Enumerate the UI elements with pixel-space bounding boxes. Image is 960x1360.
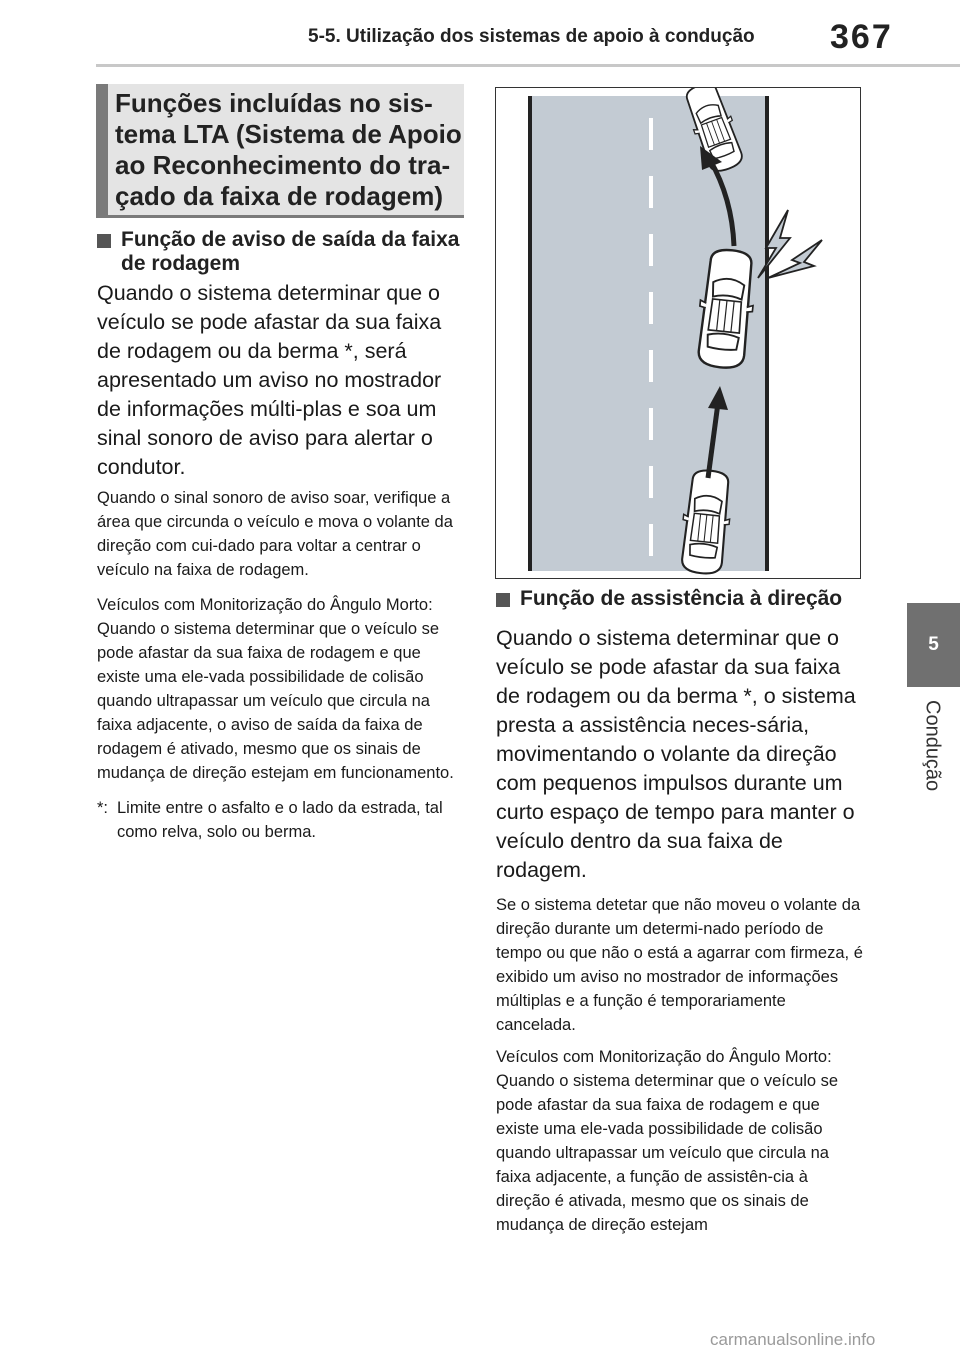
intro-paragraph: Quando o sistema determinar que o veículo se pode afastar da sua faixa de rodagem ou da berma *, o sistema presta a assistência neces-sária, movimentando o volante da direção com pequenos impulsos durante um curto espaço de tempo para manter o veículo dentro da sua faixa de rodagem. <box>496 626 856 882</box>
footnote <box>97 796 465 844</box>
header-rule <box>96 64 960 67</box>
paragraph: Quando o sinal sonoro de aviso soar, verifique a área que circunda o veículo e mova o volante da direção com cui-dado para voltar a centrar o veículo na faixa de rodagem. <box>97 489 453 579</box>
footnote-text: Limite entre o asfalto e o lado da estrada, tal como relva, solo ou berma. <box>117 799 443 841</box>
footnote-mark: *: <box>97 799 109 817</box>
chapter-number: 5 <box>928 634 939 655</box>
right-column <box>496 587 866 1237</box>
paragraph: Veículos com Monitorização do Ângulo Morto: Quando o sistema determinar que o veículo se pode afastar da sua faixa de rodagem e que existe uma ele-vada possibilidade de colisão quando ultrapassar um veículo que circula na faixa adjacente, a função de assistên-cia à direção é ativada, mesmo que os sinais de mudança de direção estejam <box>496 1048 839 1234</box>
subheading-text: Função de aviso de saída da faixa de rodagem <box>121 228 460 275</box>
paragraph: Se o sistema detetar que não moveu o volante da direção durante um determi-nado período de tempo ou que não o está a agarrar com firmeza, é exibido um aviso no mostrador de informações múltiplas e a função é temporariamente cancelada. <box>496 896 863 1034</box>
intro-paragraph: Quando o sistema determinar que o veículo se pode afastar da sua faixa de rodagem ou da berma *, será apresentado um aviso no mostrador de informações múlti-plas e soa um sinal sonoro de aviso para alertar o condutor. <box>97 281 442 479</box>
subheading-lane-departure <box>97 228 465 276</box>
subheading-text: Função de assistência à direção <box>520 587 843 610</box>
chapter-tab[interactable] <box>907 603 960 687</box>
square-bullet-icon <box>496 593 510 607</box>
subheading-steering-assist <box>496 587 866 611</box>
section-heading: Funções incluídas no sis- tema LTA (Sistema de Apoio ao Reconhecimento do tra- çado da faixa de rodagem) <box>115 88 462 211</box>
lane-illustration <box>495 87 861 579</box>
section-heading-box <box>96 84 464 218</box>
running-header: 5-5. Utilização dos sistemas de apoio à condução <box>308 26 755 47</box>
chapter-label: Condução <box>921 700 944 792</box>
paragraph: Veículos com Monitorização do Ângulo Morto: Quando o sistema determinar que o veículo se pode afastar da sua faixa de rodagem e que existe uma ele-vada possibilidade de colisão quando ultrapassar um veículo que circula na faixa adjacente, o aviso de saída da faixa de rodagem é ativado, mesmo que os sinais de mudança de direção estejam em funcionamento. <box>97 596 454 782</box>
watermark: carmanualsonline.info <box>710 1330 876 1349</box>
page-number: 367 <box>830 18 893 56</box>
left-column <box>97 228 465 844</box>
lane-illustration-svg <box>496 88 859 577</box>
square-bullet-icon <box>97 234 111 248</box>
